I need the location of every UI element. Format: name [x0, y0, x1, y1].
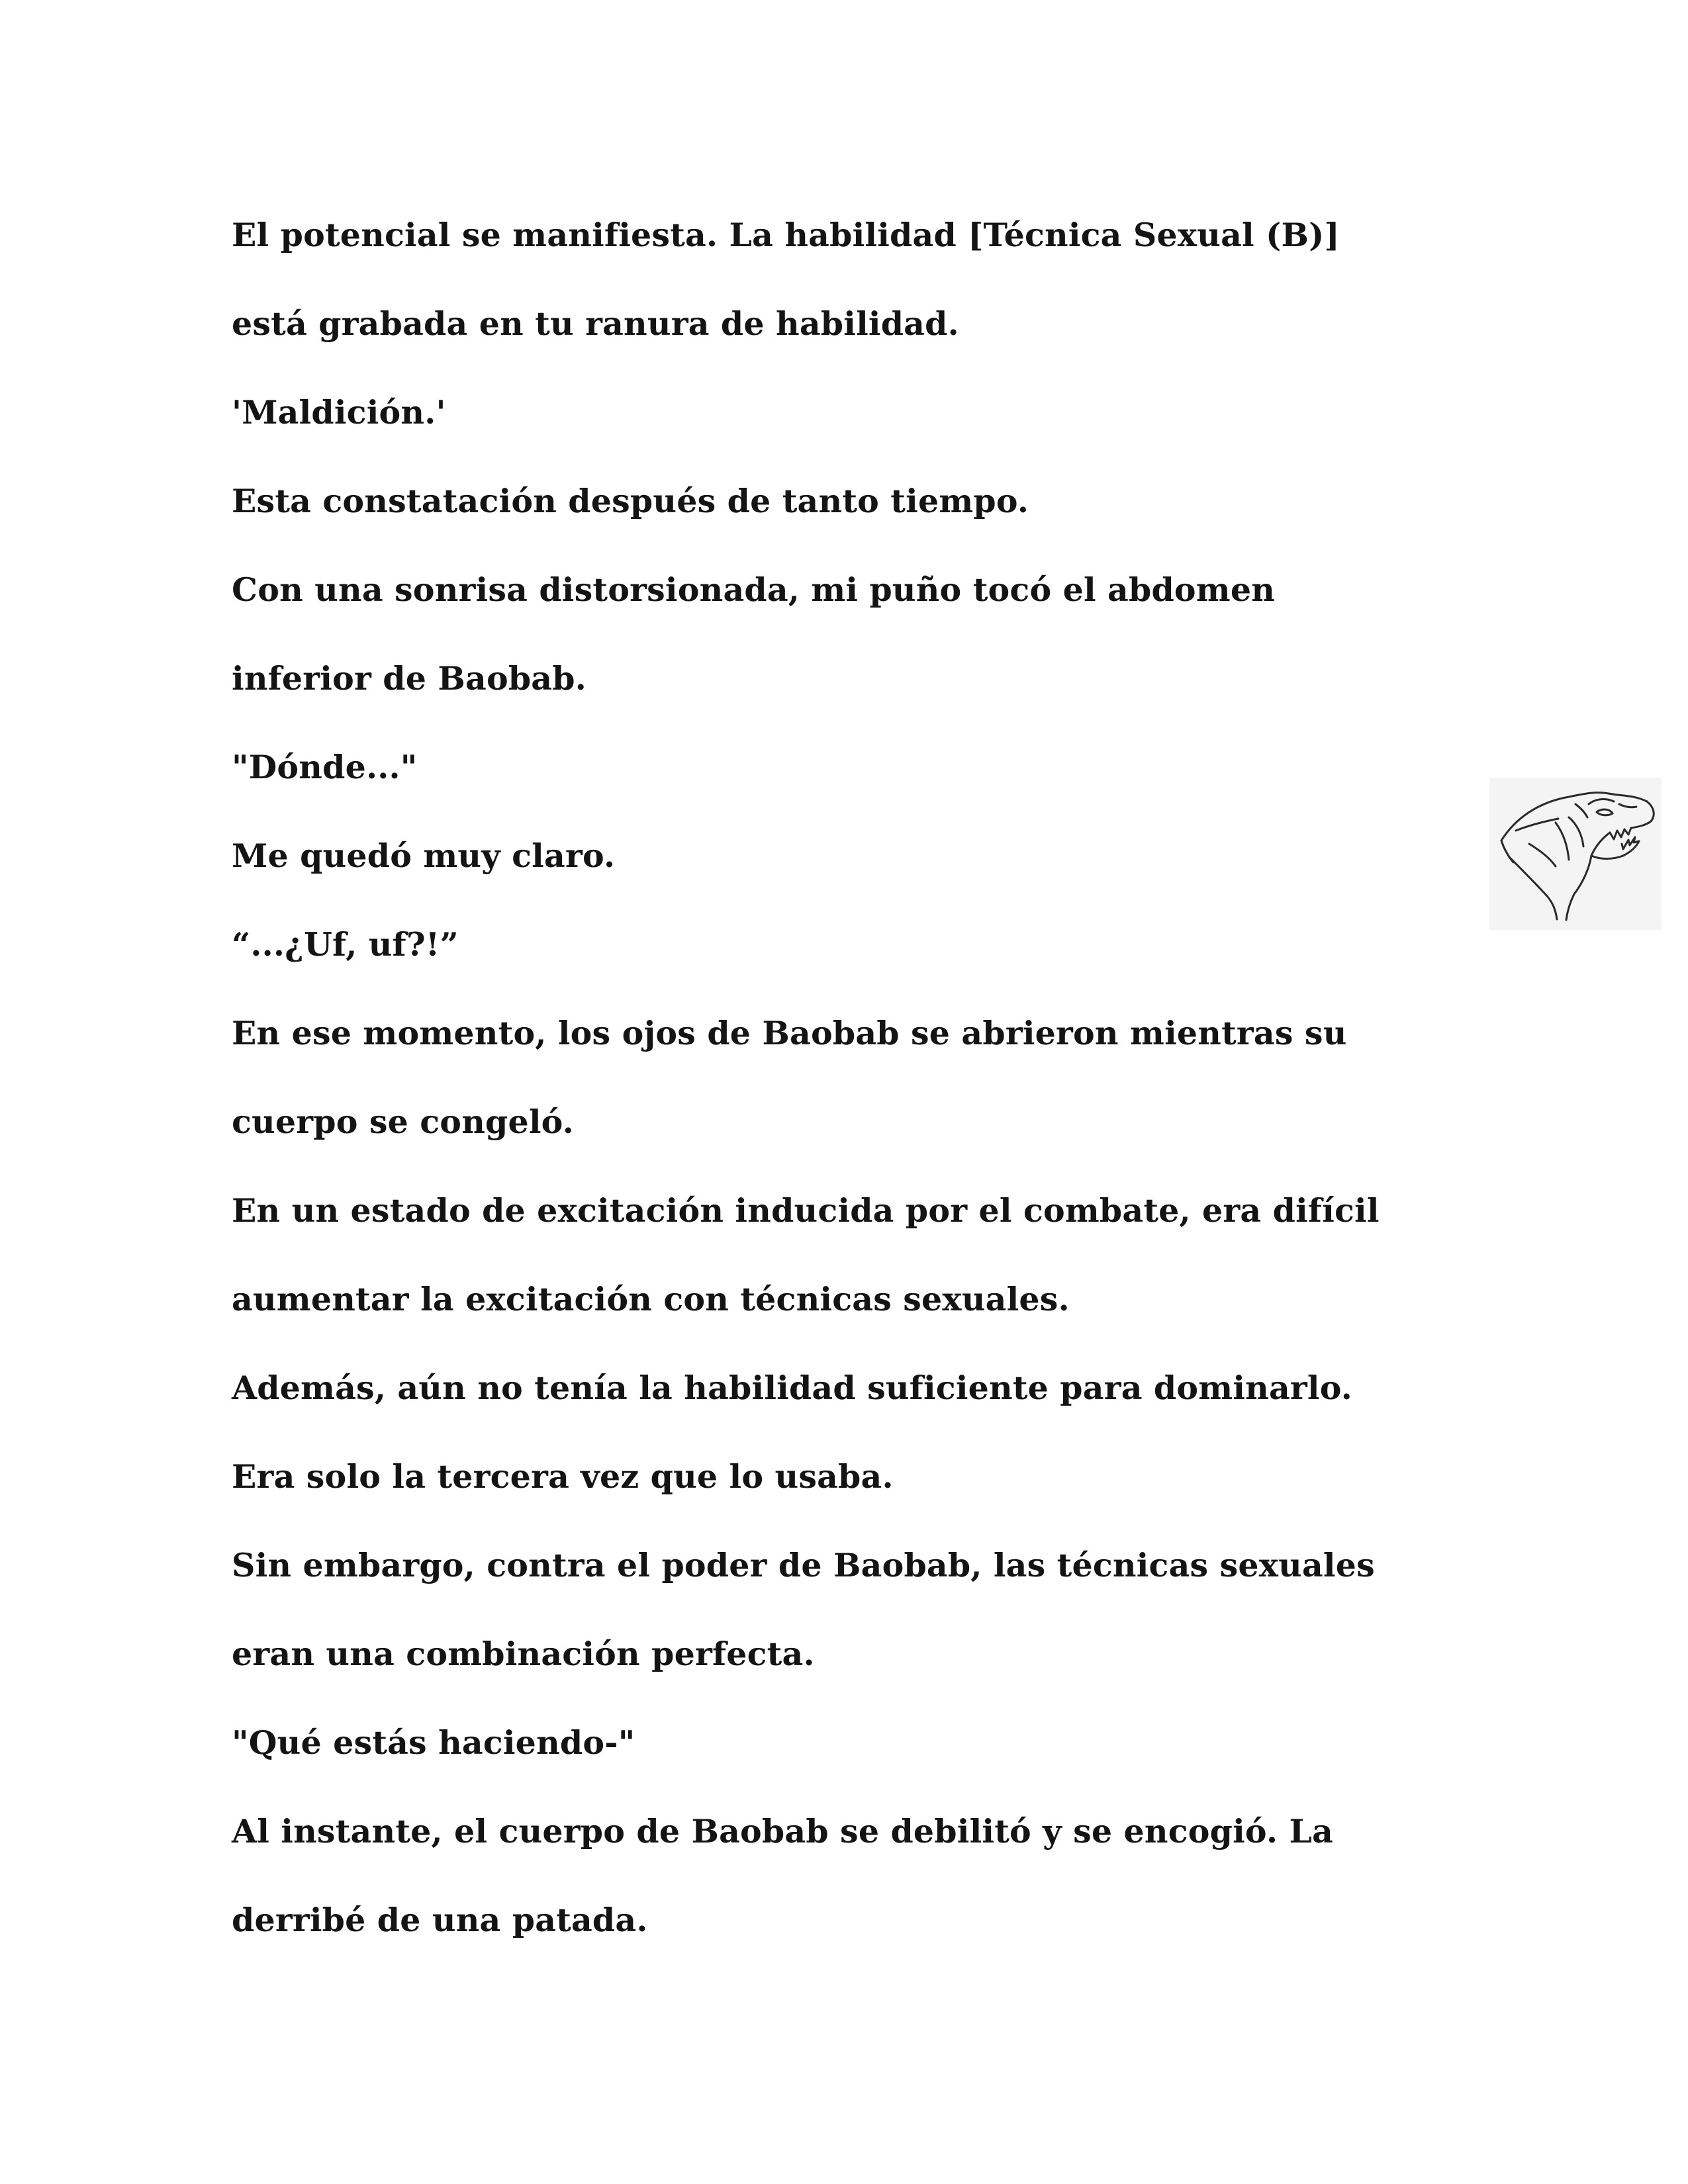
text-line: derribé de una patada. [232, 1901, 648, 1939]
text-line: "Dónde..." [232, 748, 418, 786]
text-line: Era solo la tercera vez que lo usaba. [232, 1457, 894, 1496]
text-line: En un estado de excitación inducida por el combate, era difícil [232, 1191, 1380, 1230]
body-text [232, 191, 1489, 1964]
text-line: aumentar la excitación con técnicas sexuales. [232, 1280, 1070, 1318]
text-line: está grabada en tu ranura de habilidad. [232, 304, 959, 343]
text-line: "Qué estás haciendo-" [232, 1723, 635, 1762]
text-line: eran una combinación perfecta. [232, 1635, 815, 1673]
text-line: Con una sonrisa distorsionada, mi puño tocó el abdomen [232, 570, 1276, 609]
text-line: cuerpo se congeló. [232, 1103, 574, 1141]
text-line: Esta constatación después de tanto tiempo. [232, 482, 1029, 520]
text-line: “...¿Uf, uf?!” [232, 925, 459, 964]
text-line: Además, aún no tenía la habilidad suficiente para dominarlo. [232, 1369, 1353, 1407]
dinosaur-head-sketch-icon [1489, 778, 1662, 930]
text-line: Sin embargo, contra el poder de Baobab, las técnicas sexuales [232, 1546, 1375, 1584]
text-line: En ese momento, los ojos de Baobab se abrieron mientras su [232, 1014, 1347, 1052]
text-line: Me quedó muy claro. [232, 837, 616, 875]
text-line: El potencial se manifiesta. La habilidad [Técnica Sexual (B)] [232, 216, 1340, 254]
text-line: inferior de Baobab. [232, 659, 586, 698]
text-line: 'Maldición.' [232, 393, 446, 432]
text-line: Al instante, el cuerpo de Baobab se debilitó y se encogió. La [232, 1812, 1334, 1850]
